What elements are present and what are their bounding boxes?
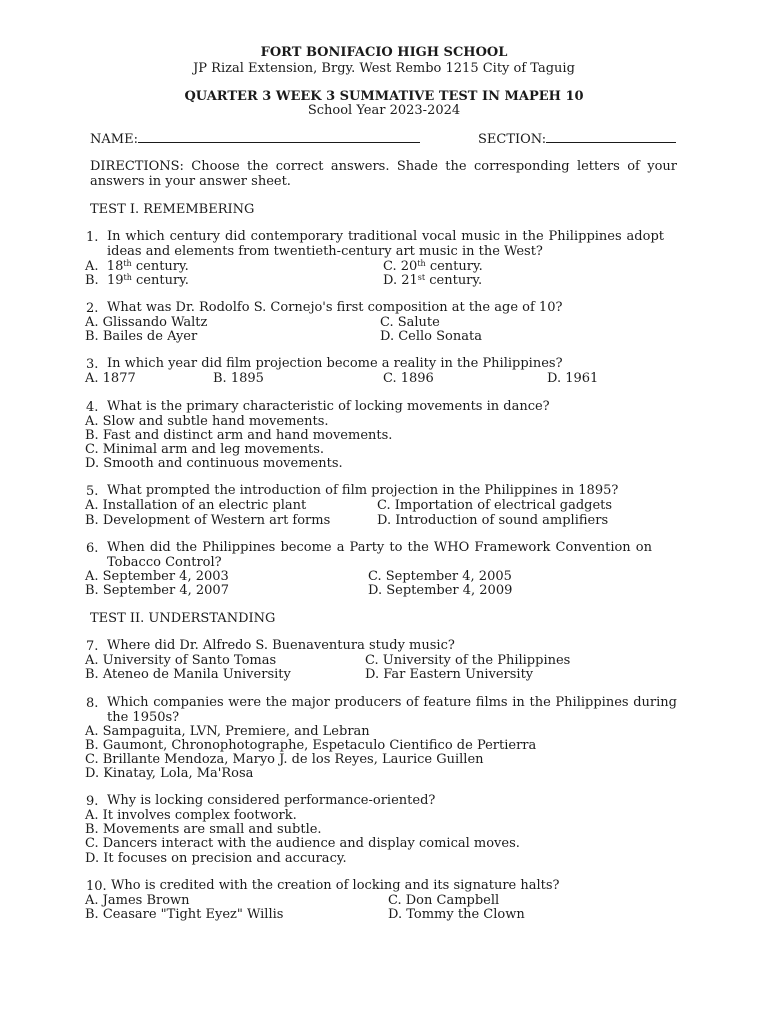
- section-field: [478, 131, 676, 147]
- q4-text: What is the primary characteristic of locking movements in dance?: [107, 399, 550, 414]
- q9-option-a: A. It involves complex footwork.: [85, 808, 297, 823]
- q6-option-c: C. September 4, 2005: [368, 569, 512, 584]
- q5-number: 5.: [86, 484, 99, 499]
- q7-option-c: C. University of the Philippines: [365, 653, 571, 668]
- q9-number: 9.: [86, 794, 99, 809]
- q1-option-d: D. 21st century.: [383, 273, 483, 288]
- q8-option-c: C. Brillante Mendoza, Maryo J. de los Reyes, Laurice Guillen: [85, 752, 484, 767]
- q1-text: In which century did contemporary traditional vocal music in the Philippines adopt ideas and elements from twentieth-century art music in the West?: [107, 229, 664, 259]
- q10-number: 10.: [86, 879, 107, 894]
- q7-option-b: B. Ateneo de Manila University: [85, 667, 291, 682]
- q2-option-d: D. Cello Sonata: [380, 329, 482, 344]
- q9-text: Why is locking considered performance-oriented?: [107, 793, 436, 808]
- q1-option-b: B. 19th century.: [85, 273, 189, 288]
- q4-option-d: D. Smooth and continuous movements.: [85, 456, 343, 471]
- q2-option-b: B. Bailes de Ayer: [85, 329, 198, 344]
- q2-option-a: A. Glissando Waltz: [85, 315, 208, 330]
- q4-number: 4.: [86, 400, 99, 415]
- q3-number: 3.: [86, 357, 99, 372]
- school-year: School Year 2023-2024: [307, 103, 461, 118]
- q10-option-d: D. Tommy the Clown: [388, 907, 525, 922]
- q1-option-c: C. 20th century.: [383, 259, 483, 274]
- q2-number: 2.: [86, 301, 99, 316]
- q10-option-b: B. Ceasare "Tight Eyez" Willis: [85, 907, 284, 922]
- q6-option-a: A. September 4, 2003: [85, 569, 229, 584]
- q4-option-a: A. Slow and subtle hand movements.: [85, 414, 329, 429]
- q6-option-b: B. September 4, 2007: [85, 583, 229, 598]
- q5-option-c: C. Importation of electrical gadgets: [377, 498, 613, 513]
- q2-text: What was Dr. Rodolfo S. Cornejo's first composition at the age of 10?: [107, 300, 563, 315]
- q3-option-c: C. 1896: [383, 371, 434, 386]
- q7-number: 7.: [86, 639, 99, 654]
- q10-option-c: C. Don Campbell: [388, 893, 500, 908]
- school-address: JP Rizal Extension, Brgy. West Rembo 1215 City of Taguig: [193, 61, 575, 76]
- q10-option-a: A. James Brown: [85, 893, 190, 908]
- q9-option-b: B. Movements are small and subtle.: [85, 822, 322, 837]
- name-blank[interactable]: [138, 131, 420, 143]
- q9-option-d: D. It focuses on precision and accuracy.: [85, 851, 347, 866]
- q6-text: When did the Philippines become a Party to the WHO Framework Convention on Tobacco Control?: [107, 540, 652, 570]
- q4-option-b: B. Fast and distinct arm and hand movements.: [85, 428, 393, 443]
- q2-option-c: C. Salute: [380, 315, 440, 330]
- q3-option-a: A. 1877: [85, 371, 136, 386]
- q8-option-a: A. Sampaguita, LVN, Premiere, and Lebran: [85, 724, 370, 739]
- q8-option-d: D. Kinatay, Lola, Ma'Rosa: [85, 766, 254, 781]
- q4-option-c: C. Minimal arm and leg movements.: [85, 442, 325, 457]
- test1-title: TEST I. REMEMBERING: [90, 202, 255, 217]
- q10-text: Who is credited with the creation of locking and its signature halts?: [111, 878, 560, 893]
- section-blank[interactable]: [546, 131, 676, 143]
- q3-option-d: D. 1961: [547, 371, 599, 386]
- test-title: QUARTER 3 WEEK 3 SUMMATIVE TEST IN MAPEH 10: [184, 89, 584, 104]
- q7-option-d: D. Far Eastern University: [365, 667, 534, 682]
- q7-text: Where did Dr. Alfredo S. Buenaventura study music?: [107, 638, 455, 653]
- q5-text: What prompted the introduction of film projection in the Philippines in 1895?: [107, 483, 619, 498]
- q6-number: 6.: [86, 541, 99, 556]
- school-name: FORT BONIFACIO HIGH SCHOOL: [260, 45, 508, 60]
- q1-option-a: A. 18th century.: [85, 259, 189, 274]
- q8-option-b: B. Gaumont, Chronophotographe, Espetaculo Cientifico de Pertierra: [85, 738, 537, 753]
- q1-number: 1.: [86, 230, 99, 245]
- q3-option-b: B. 1895: [213, 371, 264, 386]
- name-field: [90, 131, 420, 147]
- q3-text: In which year did film projection become a reality in the Philippines?: [107, 356, 563, 371]
- q8-number: 8.: [86, 696, 99, 711]
- q6-option-d: D. September 4, 2009: [368, 583, 513, 598]
- test2-title: TEST II. UNDERSTANDING: [90, 611, 276, 626]
- q7-option-a: A. University of Santo Tomas: [85, 653, 277, 668]
- q8-text: Which companies were the major producers of feature films in the Philippines during the 1950s?: [107, 695, 677, 725]
- directions: DIRECTIONS: Choose the correct answers. Shade the corresponding letters of your answers in your answer sheet.: [90, 159, 677, 189]
- section-label: SECTION:: [478, 132, 547, 147]
- name-label: NAME:: [90, 132, 138, 147]
- q5-option-d: D. Introduction of sound amplifiers: [377, 513, 609, 528]
- q5-option-b: B. Development of Western art forms: [85, 513, 331, 528]
- q5-option-a: A. Installation of an electric plant: [85, 498, 307, 513]
- q9-option-c: C. Dancers interact with the audience and display comical moves.: [85, 836, 520, 851]
